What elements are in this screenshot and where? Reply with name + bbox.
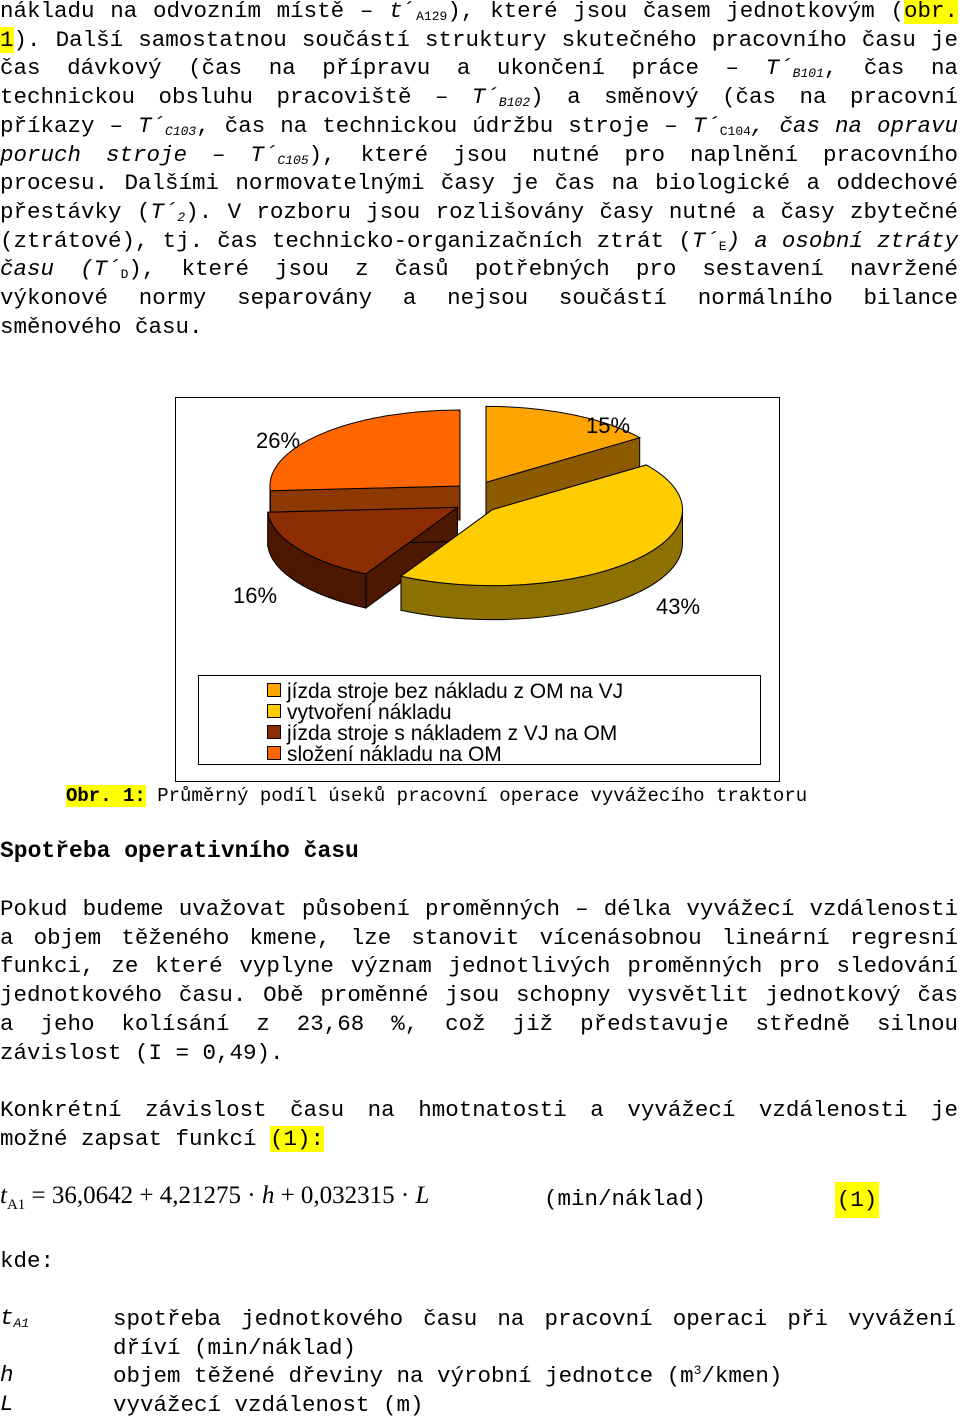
definition-text-tA1: spotřeba jednotkového času na pracovní operaci při vyvážení dříví (min/náklad) [113, 1305, 956, 1362]
function-paragraph: Konkrétní závislost času na hmotnatosti a vyvážecí vzdálenosti je možné zapsat funkcí (1): [0, 1096, 958, 1153]
slice-label-15: 15% [586, 413, 630, 439]
legend-swatch [267, 704, 281, 718]
definition-text-L: vyvážecí vzdálenost (m) [113, 1391, 956, 1420]
legend-swatch [267, 683, 281, 697]
definition-symbol-h: h [0, 1362, 14, 1388]
figure-reference: obr. 1 [0, 0, 958, 53]
equation-number: (1) [835, 1182, 879, 1218]
figure-caption-label: Obr. 1: [66, 785, 146, 807]
figure-caption [66, 784, 807, 808]
equation-reference: (1): [270, 1126, 324, 1152]
legend-swatch [267, 746, 281, 760]
regression-equation: $t_{A1} = 36,0642 + 4,21275 \cdot h + 0,032315 \cdot L$ [0, 1182, 429, 1214]
where-label: kde: [0, 1248, 54, 1274]
definition-text-h: objem těžené dřeviny na výrobní jednotce $(m^3/kmen)$ [113, 1362, 956, 1391]
equation-unit: (min/náklad) [544, 1186, 706, 1212]
definition-symbol-tA1: $t_{A1}$ [0, 1305, 29, 1331]
legend-item: složení nákladu na OM [287, 744, 502, 765]
regression-paragraph: Pokud budeme uvažovat působení proměnných – délka vyvážecí vzdálenosti a objem těženého kmene, lze stanovit vícenásobnou lineární regresní funkci, ze které vyplyne význam jednotlivých proměnných pro sledování jednotkového času. Obě proměnné jsou schopny vysvětlit jednotkový čas a jeho kolísání z 23,68 %, což již představuje středně silnou závislost (I = 0,49). [0, 895, 958, 1067]
chart-legend [198, 675, 761, 765]
section-heading: Spotřeba operativního času [0, 838, 359, 864]
slice-label-16: 16% [233, 583, 277, 609]
legend-swatch [267, 725, 281, 739]
slice-label-26: 26% [256, 428, 300, 454]
legend-item: jízda stroje s nákladem z VJ na OM [287, 723, 617, 744]
figure-caption-text: Průměrný podíl úseků pracovní operace vyvážecího traktoru [146, 785, 807, 807]
definition-symbol-L: L [0, 1391, 14, 1417]
pie-chart-frame [175, 397, 780, 782]
intro-paragraph: nákladu na odvozním místě – $t´_{A129}$), které jsou časem jednotkovým (obr. 1). Další samostatnou součástí struktury skutečného pracovního času je čas dávkový (čas na přípravu a ukončení práce – $T´_{B101}$, čas na technickou obsluhu pracoviště – $T´_{B102}$) a směnový (čas na pracovní příkazy – $T´_{C103}$, čas na technickou údržbu stroje – $T´_{C104}$, čas na opravu poruch stroje – $T´_{C105}$), které jsou nutné pro naplnění pracovního procesu. Dalšími normovatelnými časy je čas na biologické a oddechové přestávky $(T´_2)$. V rozboru jsou rozlišovány časy nutné a časy zbytečné (ztrátové), tj. čas technicko-organizačních ztrát $(T´_E)$ a osobní ztráty času $(T´_D)$, které jsou z časů potřebných pro sestavení navržené výkonové normy separovány a nejsou součástí normálního bilance směnového času. [0, 0, 958, 341]
slice-label-43: 43% [656, 594, 700, 620]
legend-item: jízda stroje bez nákladu z OM na VJ [287, 681, 623, 702]
legend-item: vytvoření nákladu [287, 702, 452, 723]
